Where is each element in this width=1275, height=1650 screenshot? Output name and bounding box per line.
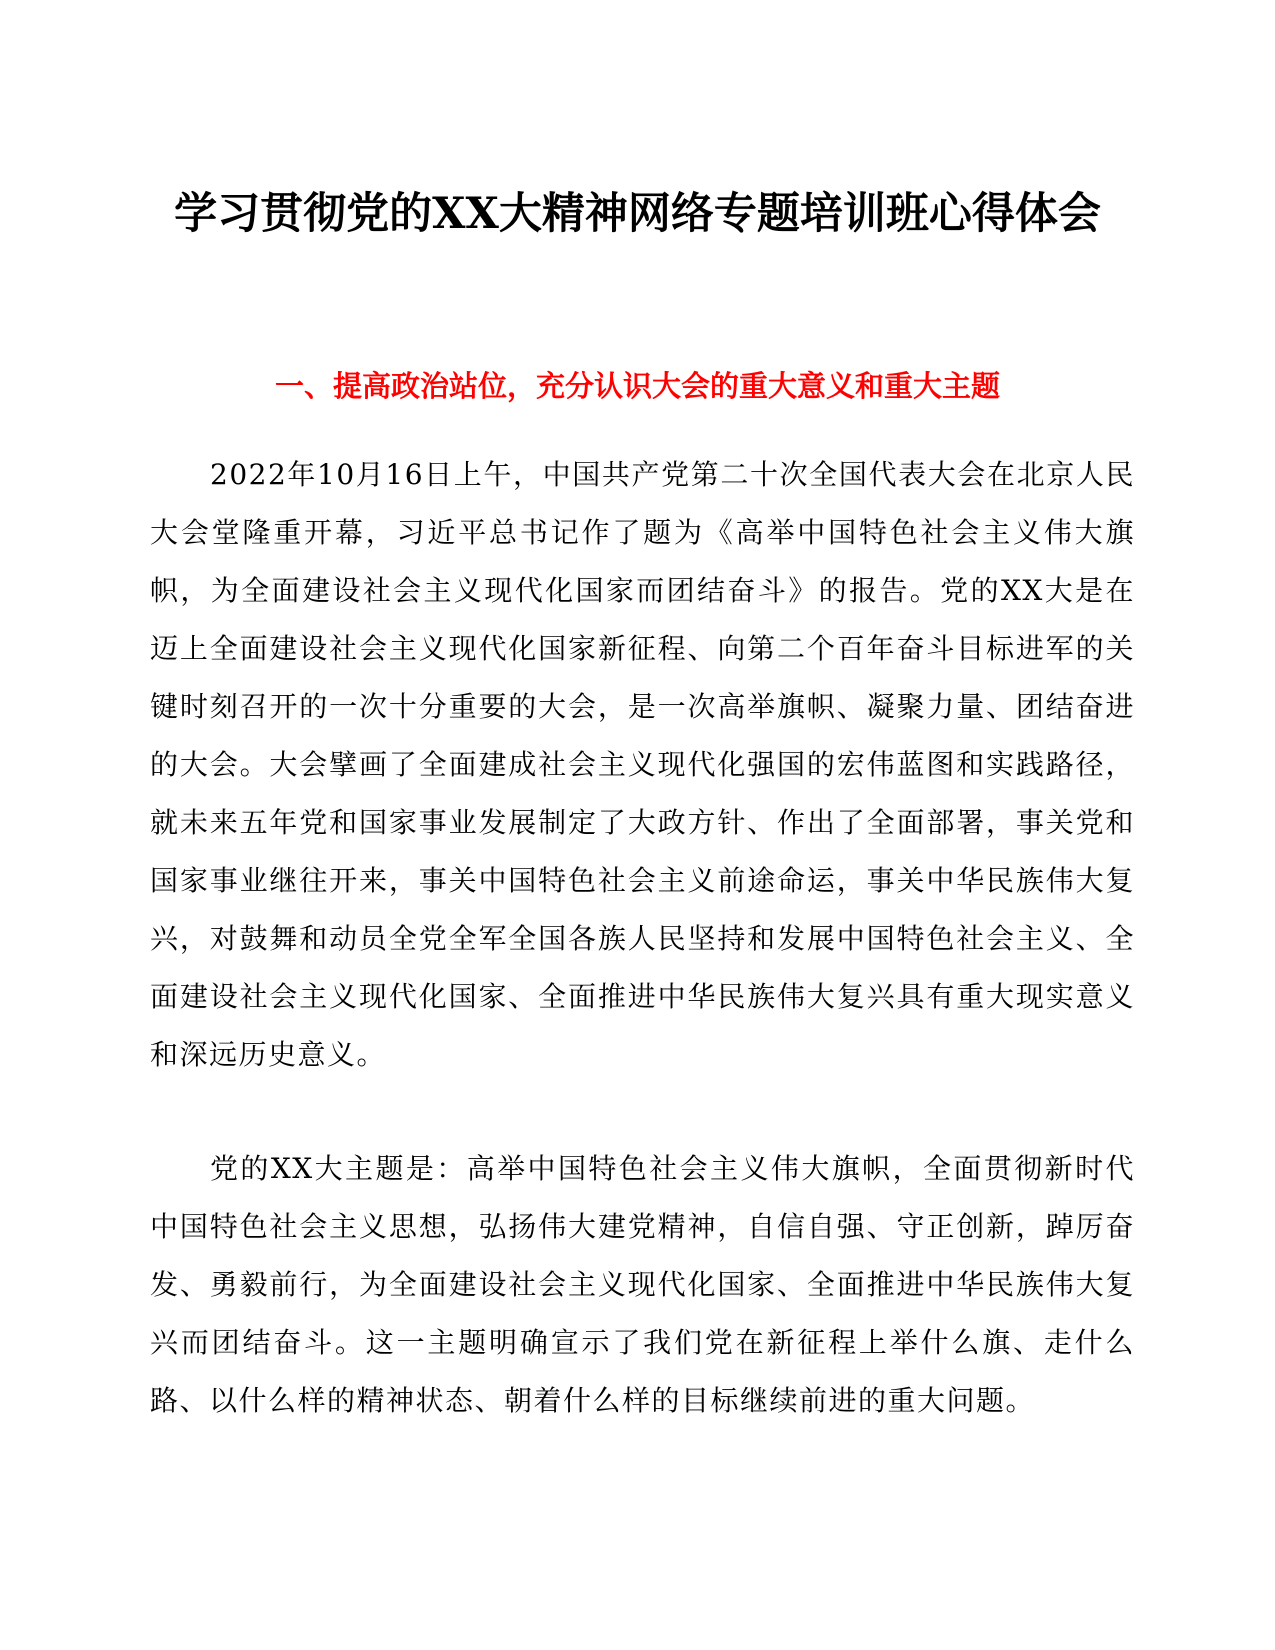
body-paragraph-2: 党的XX大主题是：高举中国特色社会主义伟大旗帜，全面贯彻新时代中国特色社会主义思想，弘扬伟大建党精神，自信自强、守正创新，踔厉奋发、勇毅前行，为全面建设社会主义现代化国家、全面推进中华民族伟大复兴而团结奋斗。这一主题明确宣示了我们党在新征程上举什么旗、走什么路、以什么样的精神状态、朝着什么样的目标继续前进的重大问题。 xyxy=(150,1152,1135,1417)
section-heading: 一、提高政治站位，充分认识大会的重大意义和重大主题 xyxy=(274,369,1000,403)
body-paragraph-1: 2022年10月16日上午，中国共产党第二十次全国代表大会在北京人民大会堂隆重开幕，习近平总书记作了题为《高举中国特色社会主义伟大旗帜，为全面建设社会主义现代化国家而团结奋斗》的报告。党的XX大是在迈上全面建设社会主义现代化国家新征程、向第二个百年奋斗目标进军的关键时刻召开的一次十分重要的大会，是一次高举旗帜、凝聚力量、团结奋进的大会。大会擘画了全面建成社会主义现代化强国的宏伟蓝图和实践路径，就未来五年党和国家事业发展制定了大政方针、作出了全面部署，事关党和国家事业继往开来，事关中国特色社会主义前途命运，事关中华民族伟大复兴，对鼓舞和动员全党全军全国各族人民坚持和发展中国特色社会主义、全面建设社会主义现代化国家、全面推进中华民族伟大复兴具有重大现实意义和深远历史意义。 xyxy=(150,458,1135,1071)
document-title: 学习贯彻党的XX大精神网络专题培训班心得体会 xyxy=(174,189,1101,239)
